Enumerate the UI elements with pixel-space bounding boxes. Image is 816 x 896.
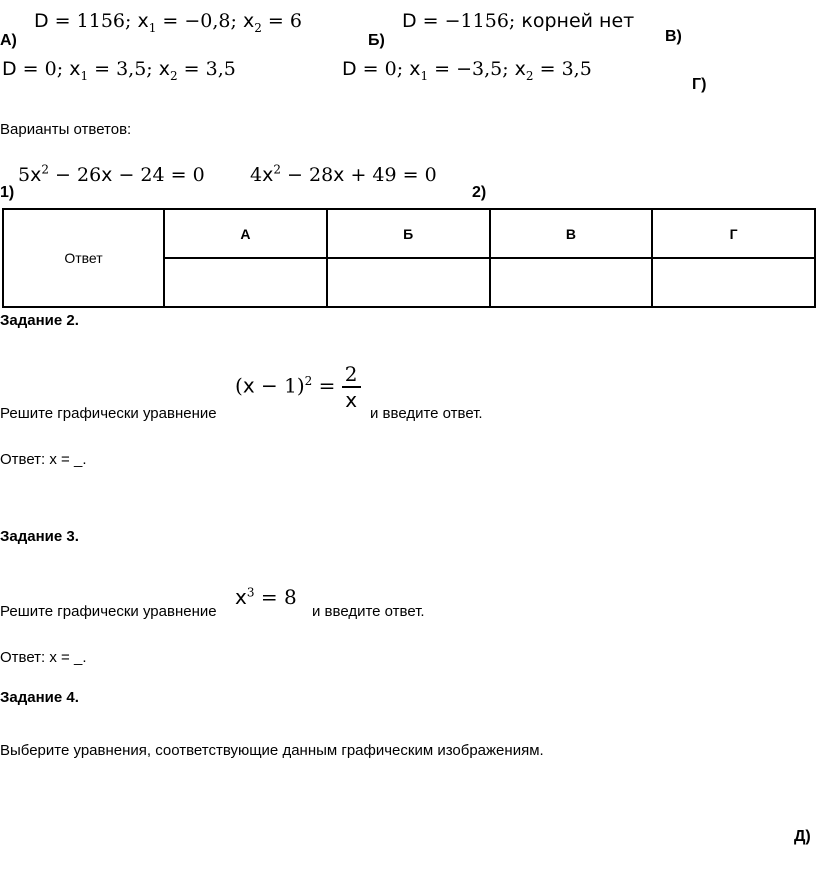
task3-prefix: Решите графически уравнение — [0, 603, 217, 620]
task4-text: Выберите уравнения, соответствующие данным графическим изображениям. — [0, 742, 544, 759]
answer-cell-b[interactable] — [327, 258, 490, 307]
option-v-discriminant: 0 — [44, 58, 57, 80]
option-g-x2: 3,5 — [561, 58, 592, 80]
option-b-note: корней нет — [521, 10, 635, 32]
option-b-label: Б) — [368, 32, 385, 49]
table-header-a: А — [164, 209, 327, 258]
option-g-discriminant: 0 — [384, 58, 397, 80]
task3-suffix: и введите ответ. — [312, 603, 425, 620]
option-a-discriminant: 1156 — [76, 10, 125, 32]
answer-row-label: Ответ — [3, 209, 164, 307]
option-g-x1: −3,5 — [456, 58, 503, 80]
task3-equation: $x^3 = 8$ — [235, 585, 297, 609]
table-header-g: Г — [652, 209, 815, 258]
task2-equation: $(x - 1)^2$ = $\frac{2}{x}$ — [235, 362, 361, 412]
equation-2-label: 2) — [472, 184, 487, 201]
option-v-x1: 3,5 — [116, 58, 147, 80]
option-g-formula: D = 0; $x_1 = -3,5$; $x_2 = 3,5$ — [342, 58, 592, 83]
option-b-formula: D = −1156; корней нет — [402, 10, 635, 32]
option-v-formula: D = 0; $x_1 = 3,5$; $x_2 = 3,5$ — [2, 58, 236, 83]
option-a-formula: D = 1156; $x_1 = -0,8$; $x_2 = 6$ — [34, 10, 302, 35]
option-b-discriminant: −1156 — [444, 10, 509, 32]
task4-option-d: Д) — [794, 828, 811, 845]
equation-1: $5x^2 - 26x - 24 = 0$ — [18, 162, 205, 186]
option-v-label: В) — [665, 28, 682, 45]
task2-answer: Ответ: x = _. — [0, 451, 87, 468]
option-a-x1: −0,8 — [184, 10, 231, 32]
task2-prefix: Решите графически уравнение — [0, 405, 217, 422]
option-v-x2: 3,5 — [205, 58, 236, 80]
answer-cell-v[interactable] — [490, 258, 653, 307]
option-a-label: А) — [0, 32, 17, 49]
task2-suffix: и введите ответ. — [370, 405, 483, 422]
equation-1-label: 1) — [0, 184, 15, 201]
answer-cell-a[interactable] — [164, 258, 327, 307]
table-header-v: В — [490, 209, 653, 258]
answer-table — [2, 208, 816, 308]
option-g-label: Г) — [692, 76, 707, 93]
answer-cell-g[interactable] — [652, 258, 815, 307]
task3-answer: Ответ: x = _. — [0, 649, 87, 666]
answer-variants-label: Варианты ответов: — [0, 121, 132, 138]
equation-2: $4x^2 - 28x + 49 = 0$ — [250, 162, 437, 186]
task2-fraction: $\frac{2}{x}$ — [342, 362, 361, 412]
task3-title: Задание 3. — [0, 528, 79, 545]
task4-title: Задание 4. — [0, 689, 79, 706]
option-a-x2: 6 — [289, 10, 302, 32]
table-header-b: Б — [327, 209, 490, 258]
task2-title: Задание 2. — [0, 312, 79, 329]
